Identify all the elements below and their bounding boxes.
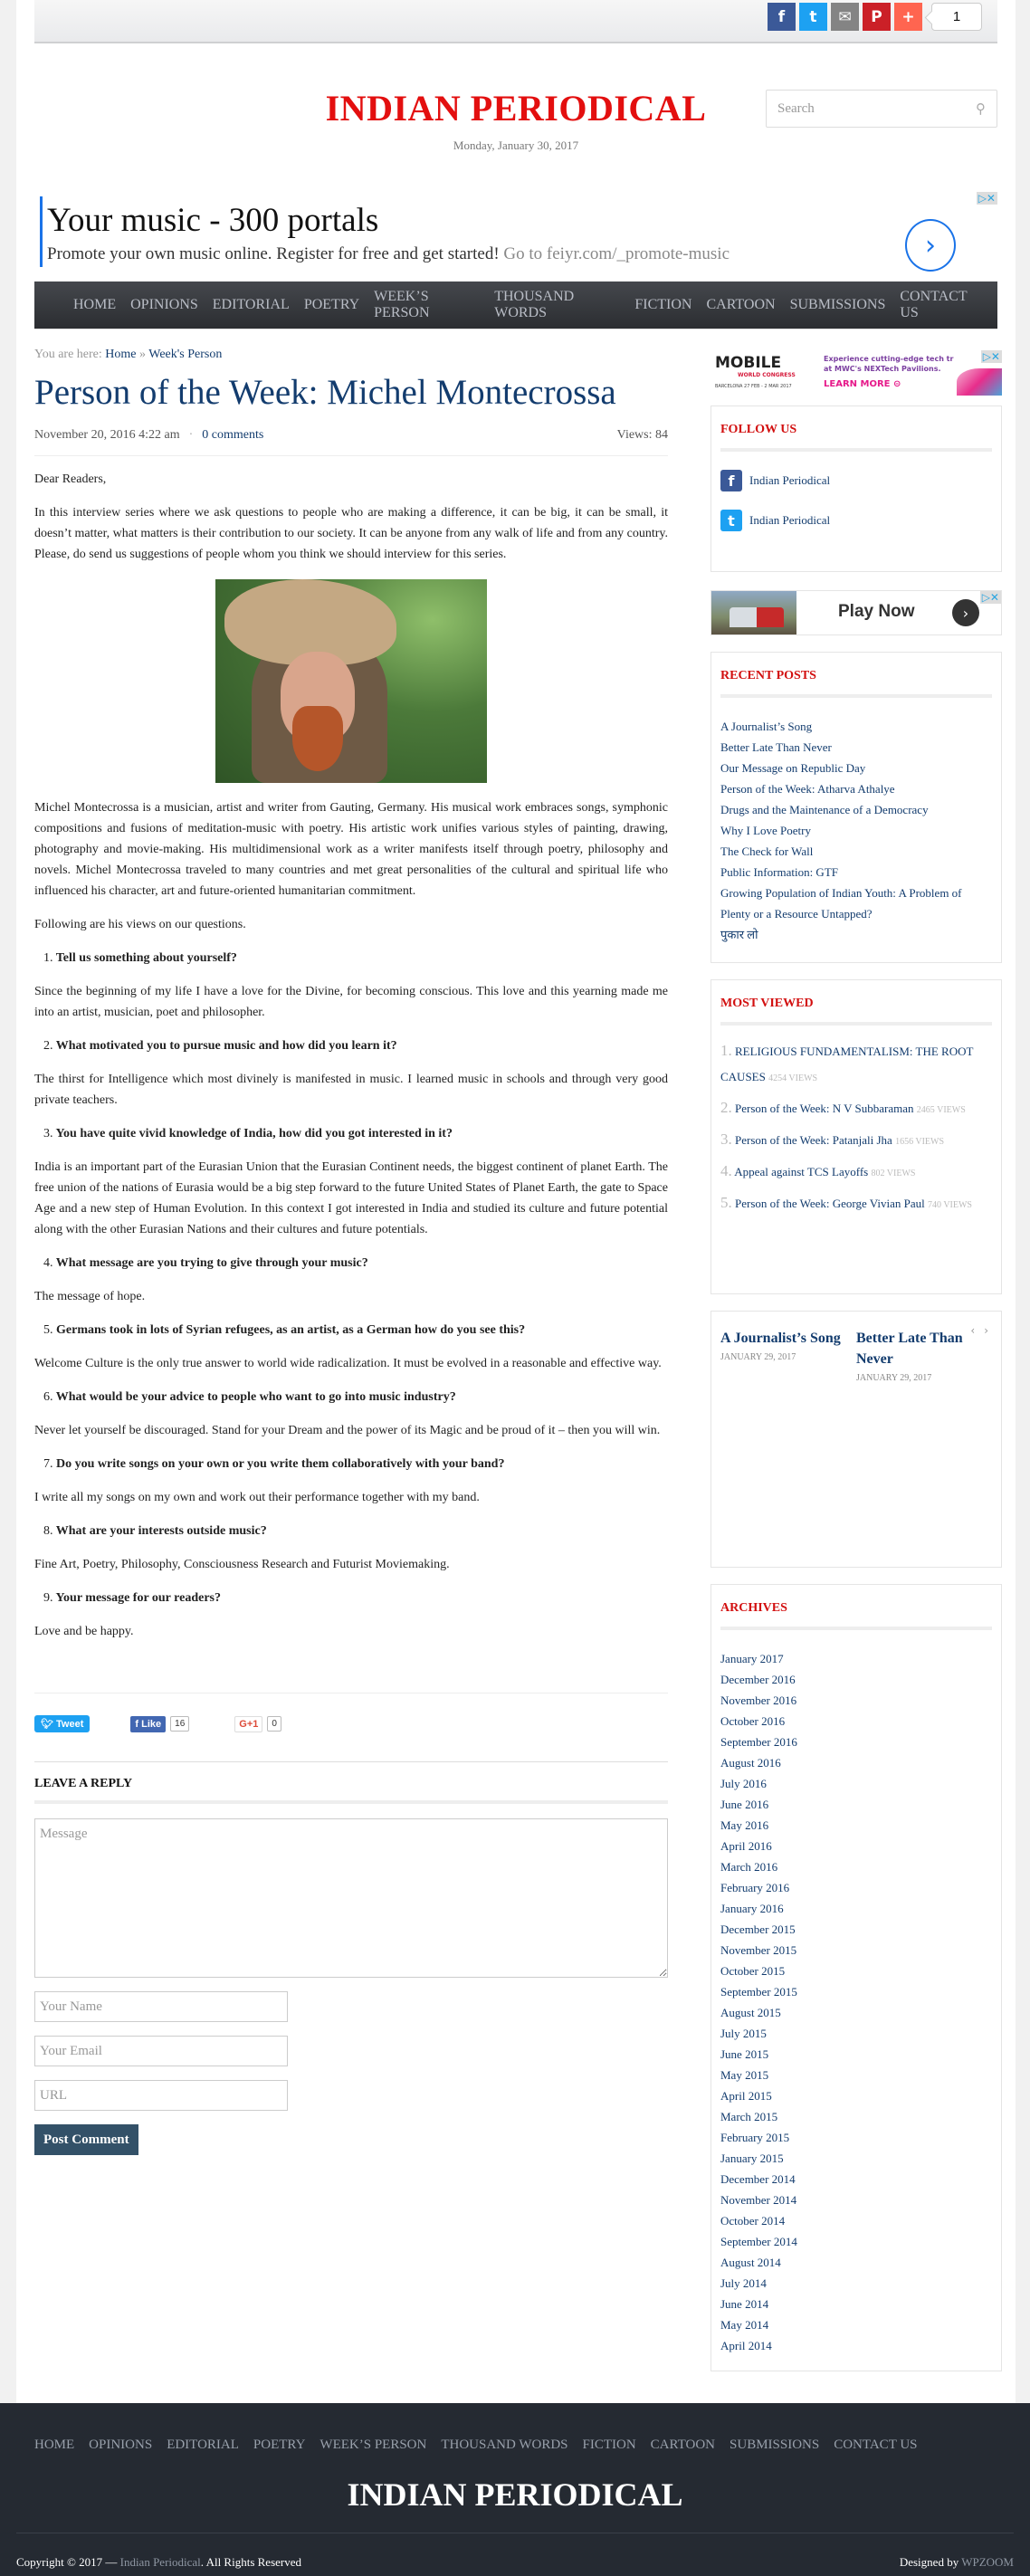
copyright-suffix: . All Rights Reserved (200, 2555, 301, 2569)
site-title[interactable]: INDIAN PERIODICAL (325, 88, 707, 129)
slide-date: JANUARY 29, 2017 (856, 1373, 932, 1383)
copyright-link[interactable]: Indian Periodical (119, 2555, 201, 2569)
facebook-icon: f (135, 1718, 142, 1730)
search-input[interactable] (766, 90, 997, 128)
slide-date: JANUARY 29, 2017 (720, 1352, 796, 1362)
search-icon[interactable]: ⚲ (976, 100, 986, 117)
article-meta (34, 428, 668, 456)
question (43, 1588, 668, 1608)
archives-widget (711, 1584, 1002, 2371)
rank-number: 1. (720, 1042, 732, 1059)
follow-widget (711, 405, 1002, 572)
recent-post-link[interactable]: Growing Population of Indian Youth: A Problem of Plenty or a Resource Untapped? (720, 886, 962, 921)
recent-post-link[interactable]: Public Information: GTF (720, 865, 838, 879)
archive-link[interactable]: December 2015 (720, 1922, 796, 1936)
question-text: What would be your advice to people who want to go into music industry? (55, 1390, 456, 1404)
question-number: 4. (43, 1256, 53, 1270)
greeting: Dear Readers, (34, 472, 107, 486)
nav-item[interactable]: WEEK’S PERSON (374, 289, 430, 320)
breadcrumb-prefix: You are here: (34, 348, 102, 361)
question-number: 5. (43, 1323, 53, 1337)
breadcrumb-current[interactable]: Week's Person (148, 348, 223, 361)
qa-list (34, 948, 668, 1642)
footer-nav (34, 2438, 932, 2453)
twitter-bird-icon: 🐦︎ (41, 1719, 57, 1730)
archive-link[interactable]: August 2015 (720, 2006, 781, 2019)
gplus-button[interactable]: G+1 (234, 1716, 262, 1732)
question-number: 8. (43, 1524, 53, 1538)
url-field[interactable] (34, 2080, 288, 2111)
question-text: Germans took in lots of Syrian refugees, as an artist, as a German how do you see this? (56, 1323, 526, 1337)
answer: The message of hope. (34, 1290, 146, 1303)
most-viewed-link[interactable]: Person of the Week: N V Subbaraman (735, 1102, 914, 1115)
follow-facebook-label: Indian Periodical (749, 473, 831, 487)
ad-link[interactable]: Go to feiyr.com/_promote-music (503, 244, 730, 263)
recent-post-link[interactable]: A Journalist’s Song (720, 720, 813, 733)
question-number: 6. (43, 1390, 53, 1404)
copyright-prefix: Copyright © 2017 — (16, 2555, 118, 2569)
mwc-line2: at MWC's NEXTech Pavilions. (824, 365, 941, 373)
chevron-right-icon[interactable]: › (952, 599, 979, 626)
recent-posts-list (720, 716, 992, 945)
answer: Fine Art, Poetry, Philosophy, Consciousness Research and Futurist Moviemaking. (34, 1558, 450, 1571)
train-image (711, 591, 796, 634)
archive-link[interactable]: June 2014 (720, 2297, 769, 2311)
share-icons (768, 3, 982, 31)
more-icon[interactable]: + (894, 3, 922, 31)
chevron-right-icon[interactable]: › (984, 1324, 997, 1337)
most-viewed-title: MOST VIEWED (720, 980, 992, 1026)
archive-link[interactable]: April 2016 (720, 1839, 772, 1853)
archive-link[interactable]: January 2015 (720, 2151, 784, 2165)
archive-link[interactable]: November 2015 (720, 1943, 797, 1957)
most-viewed-item (720, 1190, 992, 1218)
question (43, 1387, 668, 1407)
view-count: 4254 VIEWS (768, 1073, 818, 1083)
email-field[interactable] (34, 2036, 288, 2066)
portrait-photo (215, 579, 487, 783)
answer: I write all my songs on my own and work out their performance together with my band. (34, 1491, 480, 1504)
footer-nav-item[interactable]: HOME (34, 2438, 75, 2452)
designer-link[interactable]: WPZOOM (961, 2555, 1014, 2569)
question (43, 1454, 668, 1474)
designed-by (900, 2555, 1014, 2570)
view-count: 802 VIEWS (871, 1169, 916, 1178)
like-label: Like (141, 1718, 162, 1730)
post-comment-button[interactable]: Post Comment (34, 2124, 138, 2155)
view-count: 740 VIEWS (928, 1200, 972, 1210)
most-viewed-link[interactable]: RELIGIOUS FUNDAMENTALISM: THE ROOT CAUSES (720, 1045, 974, 1083)
facebook-icon: f (720, 470, 742, 491)
twitter-icon[interactable]: t (799, 3, 827, 31)
question-text: Tell us something about yourself? (55, 951, 237, 965)
nav-item[interactable]: POETRY (303, 297, 360, 312)
archive-link[interactable]: March 2016 (720, 1860, 778, 1874)
archive-link[interactable]: October 2016 (720, 1714, 786, 1728)
mwc-sub: WORLD CONGRESS (738, 372, 796, 378)
share-count: 1 (931, 3, 982, 31)
footer (0, 2403, 1030, 2576)
nav-item[interactable]: HOME (73, 297, 117, 312)
recent-post-link[interactable]: Why I Love Poetry (720, 824, 812, 837)
question-text: What message are you trying to give through your music? (55, 1256, 368, 1270)
footer-nav-item[interactable]: CONTACT US (834, 2438, 918, 2452)
comments-link[interactable]: 0 comments (202, 428, 264, 442)
most-viewed-widget (711, 979, 1002, 1294)
most-viewed-list (720, 1038, 992, 1218)
article-date: November 20, 2016 4:22 am (34, 428, 180, 442)
archives-list (720, 1648, 992, 2356)
most-viewed-item (720, 1127, 992, 1155)
footer-nav-item[interactable]: WEEK’S PERSON (319, 2438, 427, 2452)
nav-item[interactable]: THOUSAND WORDS (494, 289, 575, 320)
question-number: 1. (43, 951, 53, 965)
ad-close-icon[interactable]: ▷✕ (982, 350, 1000, 363)
view-count: 1656 VIEWS (895, 1137, 945, 1147)
facebook-like-button[interactable] (130, 1716, 166, 1732)
question-number: 9. (43, 1591, 53, 1605)
recent-post-link[interactable]: Drugs and the Maintenance of a Democracy (720, 803, 929, 816)
nav-item[interactable]: EDITORIAL (212, 297, 290, 312)
article-body (34, 469, 668, 1642)
designed-prefix: Designed by (899, 2555, 959, 2569)
answer: The thirst for Intelligence which most divinely is manifested in music. I learned music in schools and through very good private teachers. (34, 1073, 668, 1107)
name-field[interactable] (34, 1991, 288, 2022)
slider-arrows (970, 1324, 997, 1337)
recent-post-link[interactable]: पुकार लो (720, 928, 758, 941)
follow-title: FOLLOW US (720, 406, 992, 452)
footer-nav-item[interactable]: THOUSAND WORDS (441, 2438, 568, 2452)
answer: Welcome Culture is the only true answer to world wide radicalization. It must be evolved in a reasonable and effective way. (34, 1357, 662, 1370)
tweet-label: Tweet (56, 1719, 84, 1730)
archive-link[interactable]: November 2014 (720, 2193, 797, 2207)
question-text: What motivated you to pursue music and how did you learn it? (55, 1039, 397, 1053)
nav-item[interactable]: FICTION (634, 297, 692, 312)
slide-item[interactable] (856, 1328, 983, 1383)
message-field[interactable] (34, 1818, 668, 1978)
email-icon[interactable]: ✉ (831, 3, 859, 31)
mwc-dates: BARCELONA 27 FEB - 2 MAR 2017 (715, 384, 792, 389)
play-now-text: Play Now (838, 602, 915, 621)
question (43, 1035, 668, 1056)
ad-headline[interactable]: Your music - 300 portals (47, 202, 379, 239)
rank-number: 4. (720, 1162, 732, 1179)
follow-twitter[interactable] (720, 510, 992, 531)
meta-separator: · (188, 428, 194, 442)
copyright (16, 2555, 301, 2570)
answer: Never let yourself be discouraged. Stand for your Dream and the power of its Magic and be proud of it – then you will win. (34, 1424, 661, 1437)
archives-title: ARCHIVES (720, 1585, 992, 1630)
archive-link[interactable]: June 2016 (720, 1798, 769, 1811)
intro-paragraph: In this interview series where we ask questions to people who are making a difference, it can be big, it can be small, it doesn’t matter, what matters is their contribution to our society. It can be anyone from any walk of life and from any country. Please, do send us suggestions of people whom you think we should interview for this series. (34, 506, 668, 561)
mwc-learn-more[interactable]: LEARN MORE ⊝ (824, 379, 901, 389)
archive-link[interactable]: February 2015 (720, 2131, 790, 2144)
archive-link[interactable]: October 2014 (720, 2214, 786, 2228)
archive-link[interactable]: January 2016 (720, 1902, 784, 1915)
question (43, 1521, 668, 1541)
archive-link[interactable]: September 2014 (720, 2235, 797, 2248)
reply-title: LEAVE A REPLY (34, 1761, 668, 1804)
question-text: Your message for our readers? (55, 1591, 221, 1605)
mwc-logo: MOBILE (715, 354, 782, 372)
archive-link[interactable]: November 2016 (720, 1693, 797, 1707)
article-title: Person of the Week: Michel Montecrossa (34, 373, 616, 412)
most-viewed-item (720, 1159, 992, 1187)
gplus-count: 0 (267, 1716, 281, 1732)
footer-nav-item[interactable]: FICTION (582, 2438, 636, 2452)
recent-post-link[interactable]: Better Late Than Never (720, 740, 832, 754)
ad-close-icon[interactable]: ▷✕ (981, 591, 999, 604)
top-ad[interactable] (38, 192, 997, 268)
most-viewed-item (720, 1095, 992, 1123)
recent-post-link[interactable]: The Check for Wall (720, 844, 814, 858)
question (43, 1123, 668, 1144)
recent-posts-title: RECENT POSTS (720, 653, 992, 698)
social-buttons (34, 1693, 668, 1743)
rank-number: 3. (720, 1131, 732, 1148)
mwc-ad[interactable] (711, 350, 1002, 396)
twitter-icon: t (720, 510, 742, 531)
breadcrumb (34, 348, 668, 362)
ad-text (47, 244, 730, 264)
play-ad[interactable] (711, 590, 1002, 635)
ad-arrow-button[interactable]: › (905, 219, 956, 272)
page-container (16, 0, 1016, 2403)
question-number: 3. (43, 1127, 53, 1140)
nav-item[interactable]: CARTOON (706, 297, 776, 312)
question-text: What are your interests outside music? (55, 1524, 267, 1538)
archive-link[interactable]: February 2016 (720, 1881, 790, 1894)
archive-link[interactable]: July 2015 (720, 2027, 767, 2040)
nav-item[interactable]: CONTACT US (900, 289, 968, 320)
question (43, 1253, 668, 1274)
footer-nav-item[interactable]: EDITORIAL (167, 2438, 239, 2452)
rank-number: 5. (720, 1194, 732, 1211)
question-number: 2. (43, 1039, 53, 1053)
slide-item[interactable] (720, 1328, 847, 1362)
slide-title[interactable]: Better Late Than Never (856, 1331, 963, 1367)
answer: Love and be happy. (34, 1625, 134, 1638)
rank-number: 2. (720, 1099, 732, 1116)
answer: India is an important part of the Eurasian Union that the Eurasian Continent needs, the biggest continent of planet Earth. The free union of the nations of Eurasia would be a big step forward to the future United States of Planet Earth, the gate to Space Age and a new step of Human Evolution. In this context I got interested in India and studied its culture and future potential along with the other Eurasian Nations and their cultures and future potentials. (34, 1160, 668, 1236)
archive-link[interactable]: December 2016 (720, 1673, 796, 1686)
question-number: 7. (43, 1457, 53, 1471)
follow-facebook[interactable] (720, 470, 992, 491)
footer-nav-item[interactable]: OPINIONS (89, 2438, 153, 2452)
footer-site-title[interactable]: INDIAN PERIODICAL (347, 2476, 683, 2513)
lead-paragraph: Following are his views on our questions. (34, 918, 246, 931)
most-viewed-item (720, 1038, 992, 1092)
breadcrumb-home[interactable]: Home (105, 348, 137, 361)
nav-item[interactable]: OPINIONS (130, 297, 198, 312)
mwc-text (824, 354, 953, 374)
main-content (34, 344, 668, 2155)
most-viewed-link[interactable]: Appeal against TCS Layoffs (734, 1165, 869, 1178)
archive-link[interactable]: March 2015 (720, 2110, 778, 2123)
archive-link[interactable]: September 2016 (720, 1735, 797, 1749)
sidebar (711, 350, 1002, 2371)
nav-item[interactable]: SUBMISSIONS (789, 297, 886, 312)
archive-link[interactable]: April 2014 (720, 2339, 772, 2352)
question-text: Do you write songs on your own or you write them collaboratively with your band? (56, 1457, 505, 1471)
archive-link[interactable]: October 2015 (720, 1964, 786, 1978)
archive-link[interactable]: July 2016 (720, 1777, 767, 1790)
like-count: 16 (170, 1716, 189, 1732)
archive-link[interactable]: May 2015 (720, 2068, 769, 2082)
question (43, 948, 668, 968)
recent-post-link[interactable]: Our Message on Republic Day (720, 761, 866, 775)
recent-posts-widget (711, 652, 1002, 963)
archive-link[interactable]: May 2016 (720, 1818, 769, 1832)
ad-body: Promote your own music online. Register for free and get started! (47, 244, 500, 263)
most-viewed-link[interactable]: Person of the Week: George Vivian Paul (735, 1197, 925, 1210)
view-count: 2465 VIEWS (916, 1105, 966, 1115)
footer-nav-item[interactable]: POETRY (253, 2438, 306, 2452)
question-text: You have quite vivid knowledge of India, how did you got interested in it? (55, 1127, 453, 1140)
bio-paragraph: Michel Montecrossa is a musician, artist and writer from Gauting, Germany. His musical work embraces songs, symphonic compositions and fusions of meditation-music with poetry. His artistic work unifies various styles of painting, drawing, photography and movie-making. His multidimensional work as a writer manifests itself through poetry, philosophy and novels. Michel Montecrossa traveled to many countries and met great personalities of the cultural and spiritual life who influenced his character, art and future-oriented humanitarian commitment. (34, 801, 668, 898)
follow-twitter-label: Indian Periodical (749, 513, 831, 527)
archive-link[interactable]: August 2016 (720, 1756, 781, 1770)
archive-link[interactable]: May 2014 (720, 2318, 769, 2332)
article-views: Views: 84 (616, 428, 668, 442)
facebook-icon[interactable]: f (768, 3, 796, 31)
pinterest-icon[interactable]: P (863, 3, 891, 31)
archive-link[interactable]: January 2017 (720, 1652, 784, 1665)
archive-link[interactable]: September 2015 (720, 1985, 797, 1999)
share-bar (34, 0, 997, 43)
archive-link[interactable]: July 2014 (720, 2276, 767, 2290)
mwc-line1: Experience cutting-edge tech tr (824, 355, 954, 363)
footer-nav-item[interactable]: CARTOON (650, 2438, 716, 2452)
most-viewed-link[interactable]: Person of the Week: Patanjali Jha (735, 1133, 892, 1147)
answer: Since the beginning of my life I have a love for the Divine, for becoming conscious. This love and this yearning made me into an artist, musician, poet and philosopher. (34, 985, 668, 1019)
ad-close-icon[interactable]: ▷✕ (978, 192, 996, 205)
posts-slider (711, 1311, 1002, 1568)
archive-link[interactable]: April 2015 (720, 2089, 772, 2103)
archive-link[interactable]: August 2014 (720, 2256, 781, 2269)
archive-link[interactable]: December 2014 (720, 2172, 796, 2186)
footer-nav-item[interactable]: SUBMISSIONS (730, 2438, 820, 2452)
mwc-graphic (957, 368, 1002, 396)
site-date: Monday, January 30, 2017 (453, 138, 579, 152)
slide-title[interactable]: A Journalist’s Song (720, 1331, 841, 1346)
question (43, 1320, 668, 1340)
chevron-left-icon[interactable]: ‹ (970, 1324, 985, 1337)
tweet-button[interactable] (34, 1715, 90, 1732)
archive-link[interactable]: June 2015 (720, 2047, 769, 2061)
recent-post-link[interactable]: Person of the Week: Atharva Athalye (720, 782, 895, 796)
main-nav (34, 281, 997, 329)
search-placeholder: Search (777, 100, 815, 116)
breadcrumb-sep: » (139, 348, 146, 361)
ad-accent-bar (40, 196, 43, 267)
